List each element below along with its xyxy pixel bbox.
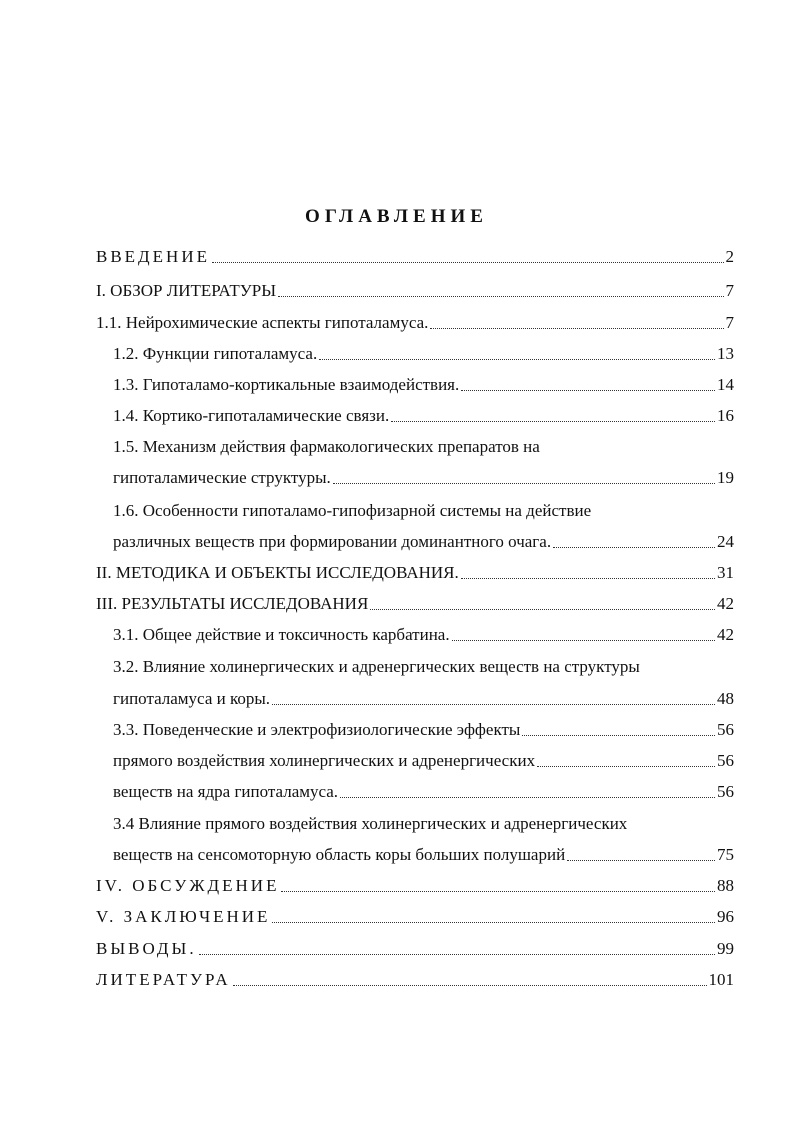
dot-leader [461, 577, 715, 579]
dot-leader [281, 890, 715, 892]
toc-entry [113, 842, 734, 868]
toc-entry [113, 529, 734, 555]
toc-entry-page: 42 [717, 625, 734, 644]
toc-entry [113, 779, 734, 805]
toc-entry [113, 341, 734, 367]
toc-entry-text: 3.1. Общее действие и токсичность карбатина. [113, 625, 450, 644]
toc-entry-text: ВВЕДЕНИЕ [96, 247, 210, 266]
toc-entry-page: 7 [725, 281, 734, 300]
toc-entry-text: гипоталамуса и коры. [113, 689, 271, 708]
toc-entry-text: IV. ОБСУЖДЕНИЕ [96, 876, 280, 895]
toc-entry-text: III. РЕЗУЛЬТАТЫ ИССЛЕДОВАНИЯ [96, 594, 369, 613]
toc-entry-page: 56 [717, 720, 734, 739]
toc-entry-page: 16 [717, 406, 734, 425]
toc-entry-text: V. ЗАКЛЮЧЕНИЕ [96, 907, 271, 926]
dot-leader [319, 358, 715, 360]
toc-entry-page: 2 [725, 247, 734, 266]
toc-entry-text: веществ на ядра гипоталамуса. [113, 782, 339, 801]
toc-entry-page: 42 [717, 594, 734, 613]
toc-title: ОГЛАВЛЕНИЕ [305, 206, 488, 227]
dot-leader [233, 984, 707, 986]
toc-entry-text: 1.5. Механизм действия фармакологических препаратов на [113, 437, 540, 456]
toc-entry [113, 622, 734, 648]
toc-entry-text: II. МЕТОДИКА И ОБЪЕКТЫ ИССЛЕДОВАНИЯ. [96, 563, 459, 582]
toc-entry [96, 244, 734, 270]
toc-entry [96, 967, 734, 993]
dot-leader [199, 953, 715, 955]
toc-entry-page: 88 [717, 876, 734, 895]
dot-leader [212, 261, 724, 263]
dot-leader [272, 703, 715, 705]
toc-entry [113, 748, 734, 774]
toc-entry-page: 99 [717, 939, 734, 958]
toc-entry [96, 310, 734, 336]
toc-entry [96, 560, 734, 586]
dot-leader [278, 295, 723, 297]
toc-entry-page: 24 [717, 532, 734, 551]
dot-leader [567, 859, 715, 861]
toc-entry [96, 936, 734, 962]
toc-entry-page: 101 [708, 970, 734, 989]
toc-entry-text: 1.3. Гипоталамо-кортикальные взаимодействия. [113, 375, 460, 394]
toc-entry-text: 1.2. Функции гипоталамуса. [113, 344, 318, 363]
toc-entry-text: ВЫВОДЫ. [96, 939, 197, 958]
toc-entry-page: 31 [717, 563, 734, 582]
toc-entry [113, 372, 734, 398]
toc-entry [113, 686, 734, 712]
dot-leader [340, 796, 715, 798]
dot-leader [461, 389, 715, 391]
dot-leader [391, 420, 715, 422]
toc-entry-text: различных веществ при формировании доминантного очага. [113, 532, 552, 551]
toc-entry-page: 96 [717, 907, 734, 926]
toc-entry-text: I. ОБЗОР ЛИТЕРАТУРЫ [96, 281, 277, 300]
toc-entry-page: 14 [717, 375, 734, 394]
toc-entry-text: 3.3. Поведенческие и электрофизиологические эффекты [113, 720, 521, 739]
toc-entry-text: 1.1. Нейрохимические аспекты гипоталамуса. [96, 313, 429, 332]
toc-entry-page: 7 [725, 313, 734, 332]
toc-entry-page: 19 [717, 468, 734, 487]
dot-leader [333, 482, 715, 484]
toc-entry [113, 465, 734, 491]
toc-entry-page: 48 [717, 689, 734, 708]
toc-entry-page: 56 [717, 751, 734, 770]
toc-entry [113, 403, 734, 429]
toc-entry-text: ЛИТЕРАТУРА [96, 970, 231, 989]
toc-entry [96, 278, 734, 304]
dot-leader [553, 546, 715, 548]
dot-leader [452, 639, 715, 641]
toc-entry-text: 3.2. Влияние холинергических и адренергических веществ на структуры [113, 657, 640, 676]
toc-entry-text: прямого воздействия холинергических и адренергических [113, 751, 536, 770]
dot-leader [430, 327, 723, 329]
toc-entry-text: 3.4 Влияние прямого воздействия холинергических и адренергических [113, 814, 628, 833]
dot-leader [272, 921, 715, 923]
toc-entry-text: 1.4. Кортико-гипоталамические связи. [113, 406, 390, 425]
dot-leader [522, 734, 715, 736]
toc-entry [113, 717, 734, 743]
toc-entry-text: веществ на сенсомоторную область коры больших полушарий [113, 845, 566, 864]
toc-entry [96, 904, 734, 930]
toc-entry [96, 591, 734, 617]
toc-entry-text: гипоталамические структуры. [113, 468, 331, 487]
dot-leader [537, 765, 715, 767]
toc-entry-text: 1.6. Особенности гипоталамо-гипофизарной системы на действие [113, 501, 592, 520]
toc-entry-page: 75 [717, 845, 734, 864]
toc-entry [96, 873, 734, 899]
toc-entry-page: 13 [717, 344, 734, 363]
dot-leader [370, 608, 715, 610]
toc-entry-page: 56 [717, 782, 734, 801]
